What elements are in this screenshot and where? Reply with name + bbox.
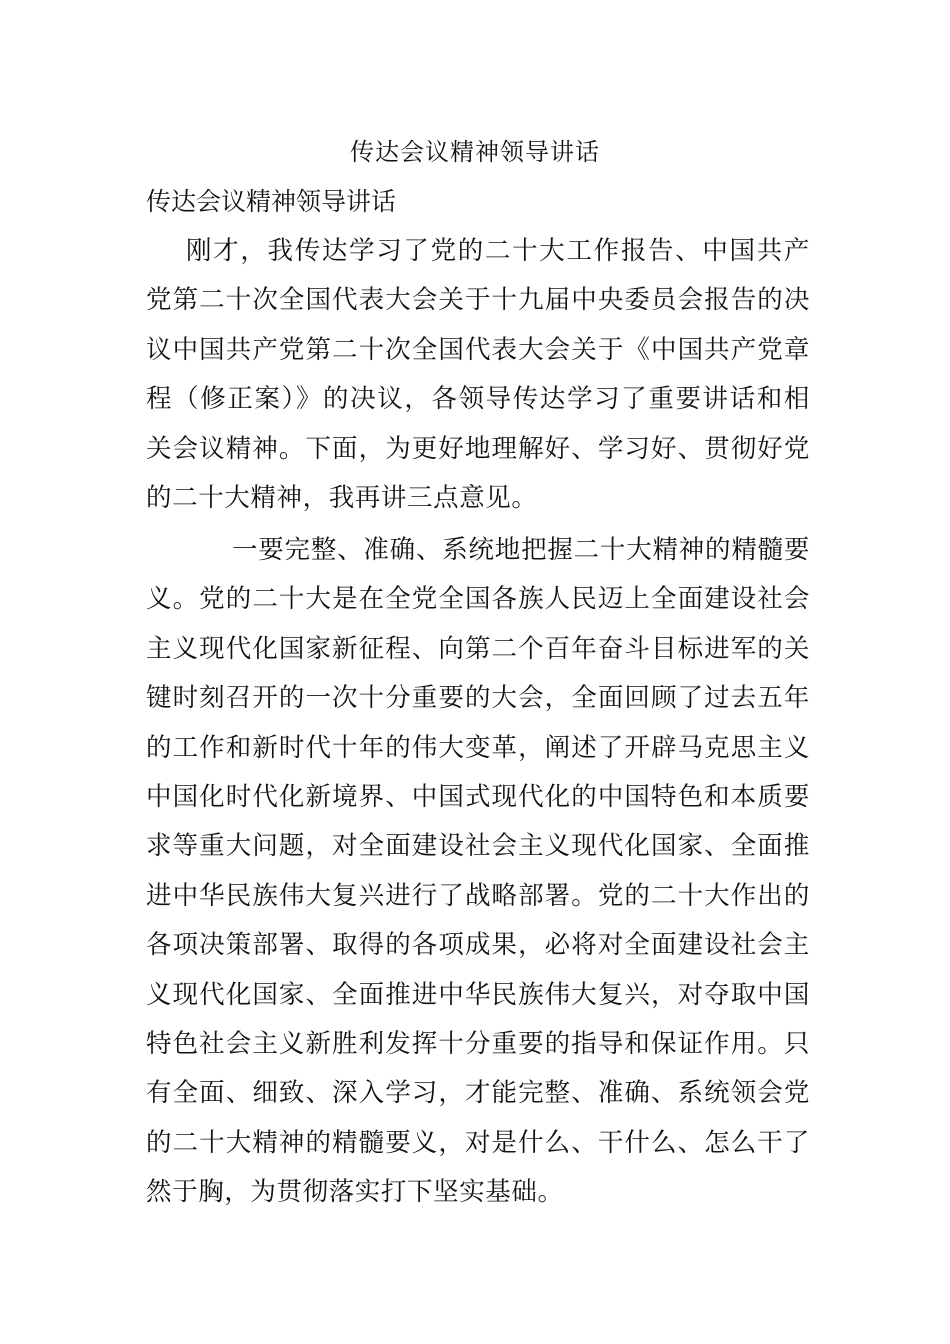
paragraph-point-one: 一要完整、准确、系统地把握二十大精神的精髓要义。党的二十大是在全党全国各族人民迈上全面建设社会主义现代化国家新征程、向第二个百年奋斗目标进军的关键时刻召开的一次十分重要的大会，全面回顾了过去五年的工作和新时代十年的伟大变革，阐述了开辟马克思主义中国化时代化新境界、中国式现代化的中国特色和本质要求等重大问题，对全面建设社会主义现代化国家、全面推进中华民族伟大复兴进行了战略部署。党的二十大作出的各项决策部署、取得的各项成果，必将对全面建设社会主义现代化国家、全面推进中华民族伟大复兴，对夺取中国特色社会主义新胜利发挥十分重要的指导和保证作用。只有全面、细致、深入学习，才能完整、准确、系统领会党的二十大精神的精髓要义，对是什么、干什么、怎么干了然于胸，为贯彻落实打下坚实基础。	[146, 535, 810, 1208]
paragraph-intro: 刚才，我传达学习了党的二十大工作报告、中国共产党第二十次全国代表大会关于十九届中央委员会报告的决议中国共产党第二十次全国代表大会关于《中国共产党章程（修正案）》的决议，各领导传达学习了重要讲话和相关会议精神。下面，为更好地理解好、学习好、贯彻好党的二十大精神，我再讲三点意见。	[146, 236, 810, 514]
document-title: 传达会议精神领导讲话	[350, 138, 600, 166]
document-subtitle: 传达会议精神领导讲话	[146, 187, 397, 216]
